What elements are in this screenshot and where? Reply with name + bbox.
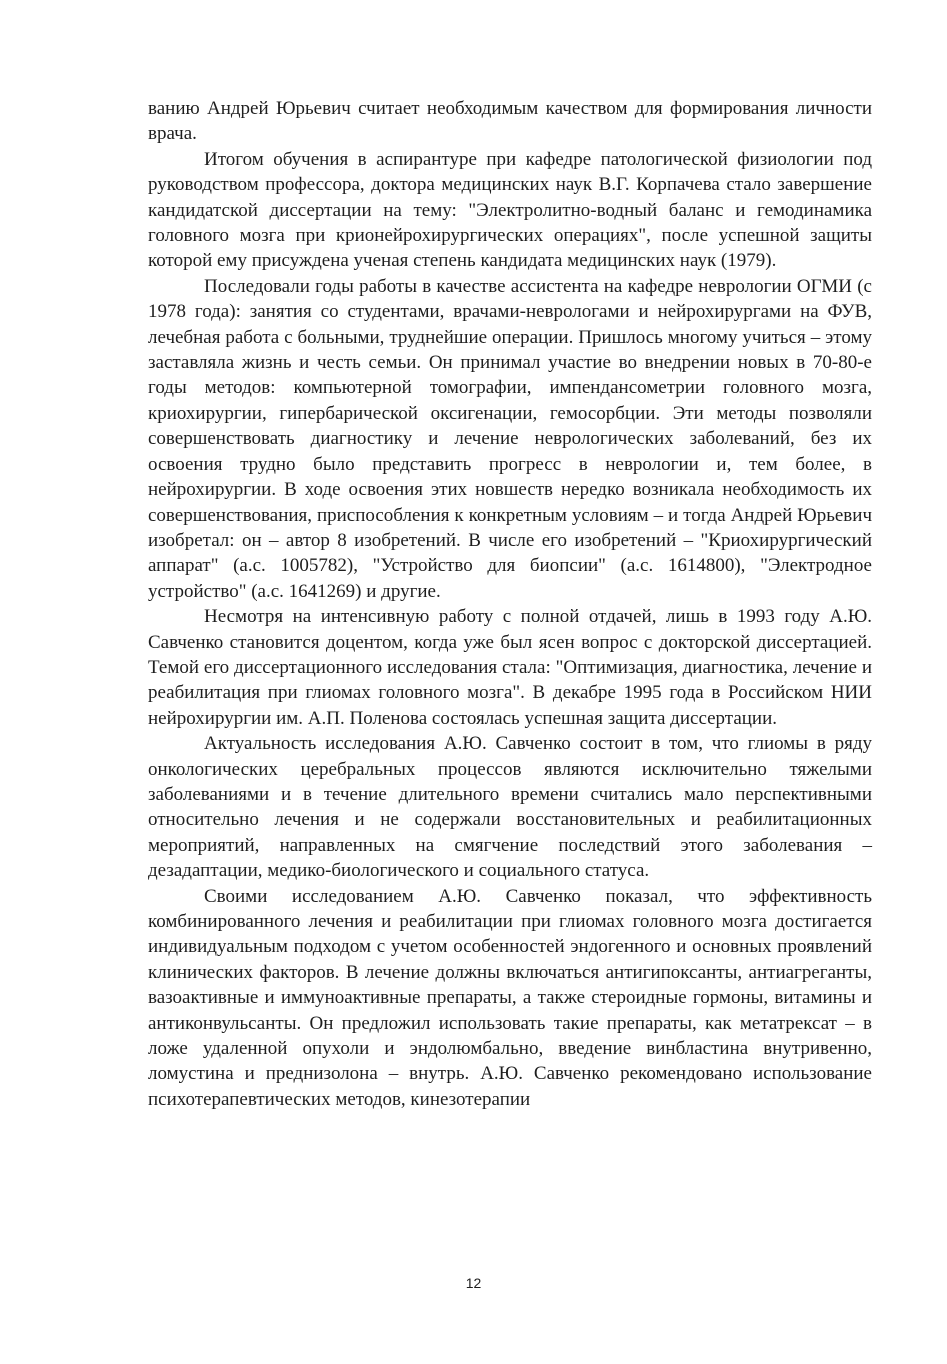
paragraph-continuation: ванию Андрей Юрьевич считает необходимым качеством для формирования личности врача. [148,98,872,145]
paragraph-doctoral-thesis: Несмотря на интенсивную работу с полной отдачей, лишь в 1993 году А.Ю. Савченко становится доцентом, когда уже был ясен вопрос с докторской диссертацией. Темой его диссертационного исследования стала: "Оптимизация, диагностика, лечение и реабилитация при глиомах головного мозга". В декабре 1995 года в Российском НИИ нейрохирургии им. А.П. Поленова состоялась успешная защита диссертации. [148,606,872,729]
page-number: 12 [465,1275,482,1291]
body-text [148,96,872,1112]
paragraph-research-relevance: Актуальность исследования А.Ю. Савченко состоит в том, что глиомы в ряду онкологических церебральных процессов являются исключительно тяжелыми заболеваниями и в течение длительного времени считались мало перспективными относительно лечения и не содержали восстановительных и реабилитационных мероприятий, направленных на смягчение последствий этого заболевания – дезадаптации, медико-биологического и социального статуса. [148,733,872,882]
paragraph-research-results: Своими исследованием А.Ю. Савченко показал, что эффективность комбинированного лечения и реабилитации при глиомах головного мозга достигается индивидуальным подходом с учетом особенностей эндогенного и основных проявлений клинических факторов. В лечение должны включаться антигипоксанты, антиагреганты, вазоактивные и иммуноактивные препараты, а также стероидные гормоны, витамины и антиконвульсанты. Он предложил использовать такие препараты, как метатрексат – в ложе удаленной опухоли и эндолюмбально, введение винбластина внутривенно, ломустина и преднизолона – внутрь. А.Ю. Савченко рекомендовано использование психотерапевтических методов, кинезотерапии [148,885,872,1110]
paragraph-postgraduate-study: Итогом обучения в аспирантуре при кафедре патологической физиологии под руководством профессора, доктора медицинских наук В.Г. Корпачева стало завершение кандидатской диссертации на тему: "Электролитно-водный баланс и гемодинамика головного мозга при крионейрохирургических операциях", после успешной защиты которой ему присуждена ученая степень кандидата медицинских наук (1979). [148,148,872,272]
paragraph-assistant-work: Последовали годы работы в качестве ассистента на кафедре неврологии ОГМИ (с 1978 года): занятия со студентами, врачами-неврологами и нейрохирургами на ФУВ, лечебная работа с больными, труднейшие операции. Пришлось многому учиться – этому заставляла жизнь и честь семьи. Он принимал участие во внедрении новых в 70-80-е годы методов: компьютерной томографии, импендансометрии головного мозга, криохирургии, гипербарической оксигенации, гемосорбции. Эти методы позволяли совершенствовать диагностику и лечение неврологических заболеваний, без их освоения трудно было представить прогресс в неврологии и, тем более, в нейрохирургии. В ходе освоения этих новшеств нередко возникала необходимость их совершенствования, приспособления к конкретным условиям – и тогда Андрей Юрьевич изобретал: он – автор 8 изобретений. В числе его изобретений – "Криохирургический аппарат" (а.с. 1005782), "Устройство для биопсии" (а.с. 1614800), "Электродное устройство" (а.с. 1641269) и другие. [148,275,872,602]
